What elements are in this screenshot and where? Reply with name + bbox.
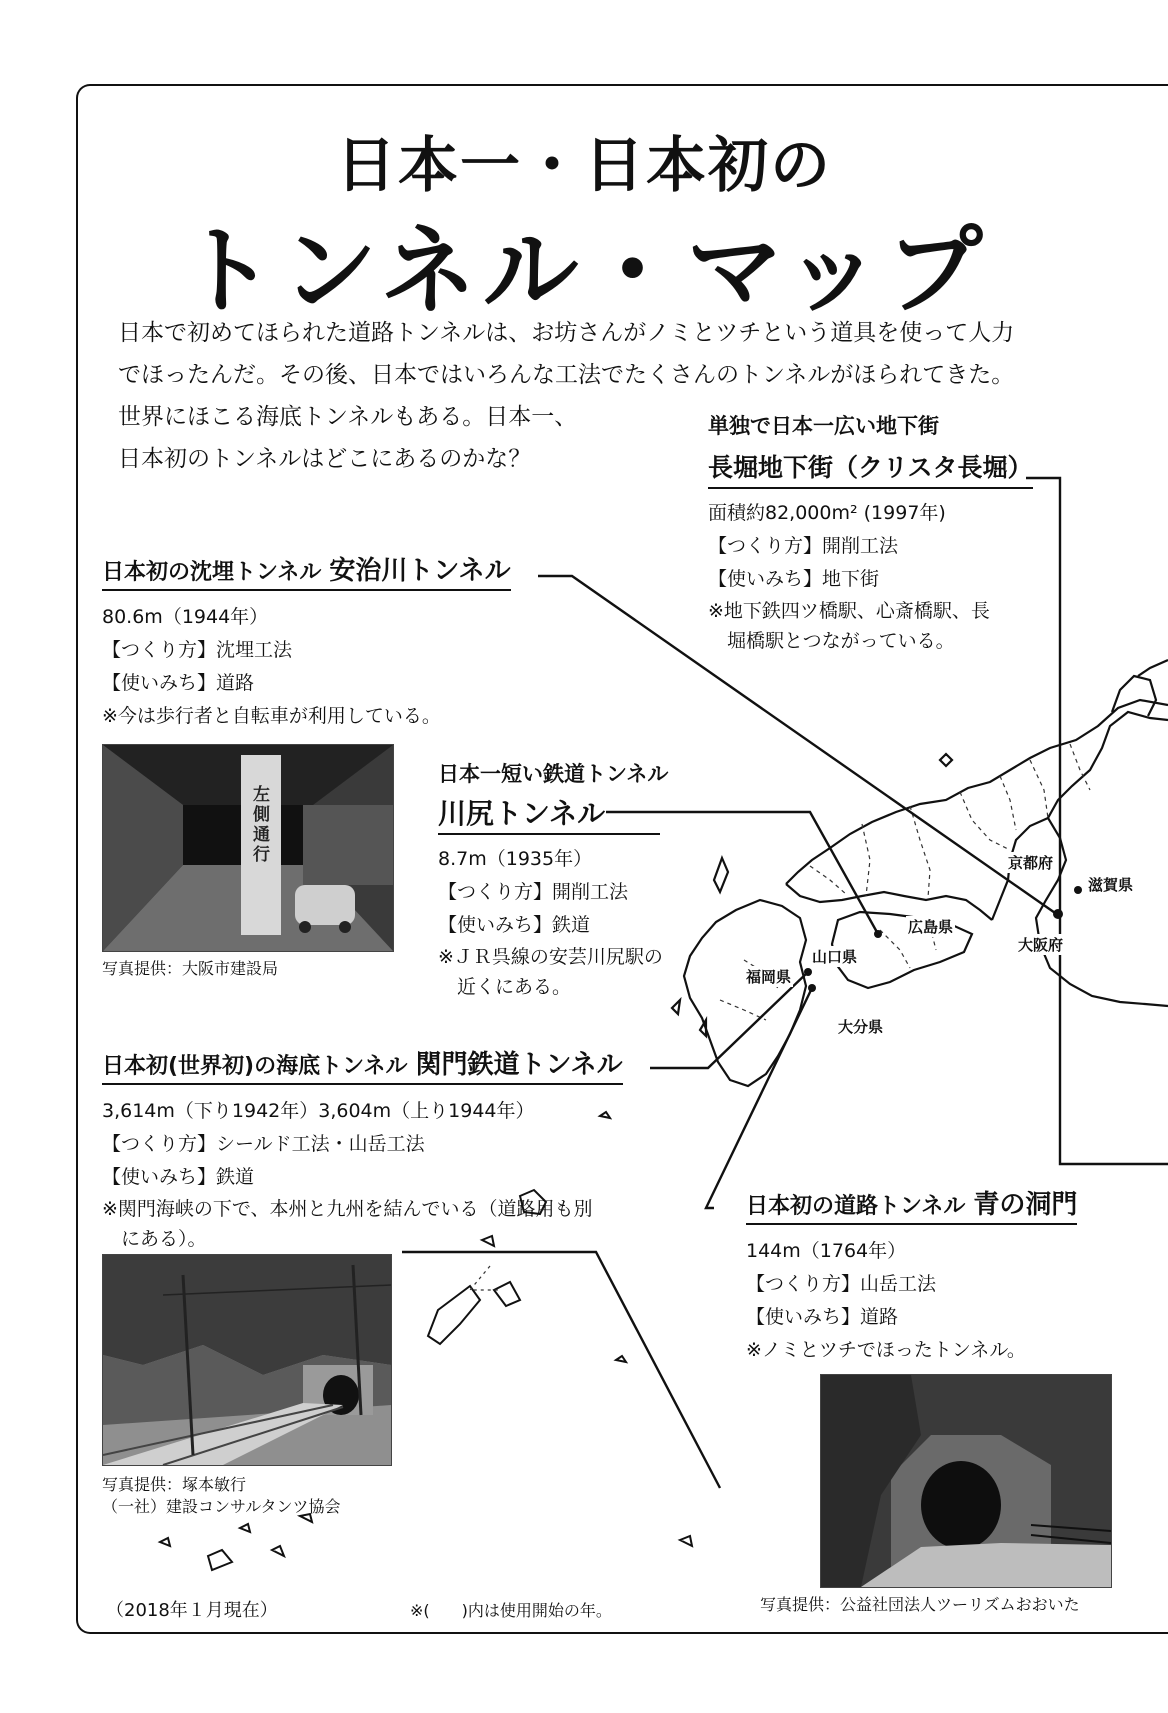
kawajiri-subtitle: 日本一短い鉄道トンネル: [438, 762, 669, 786]
label-yamaguchi: 山口県: [812, 948, 858, 966]
kanmon-note: ※関門海峡の下で、本州と九州を結んでいる（道路用も別 にある）。: [102, 1198, 593, 1250]
aonodomon-heading: [746, 1190, 1077, 1225]
leader-okinawa: [402, 1252, 720, 1488]
footer-note: ※( )内は使用開始の年。: [410, 1601, 612, 1620]
map-japan-sea-coast: [786, 700, 1168, 884]
kawajiri-method: 【つくり方】開削工法: [438, 881, 629, 903]
kawajiri-spec: 8.7m（1935年）: [438, 848, 593, 870]
label-hiroshima: 広島県: [908, 918, 954, 936]
footer-date: （2018年１月現在）: [106, 1600, 278, 1621]
ajigawa-heading: [102, 556, 511, 591]
aonodomon-heading-text: 日本初の道路トンネル: [746, 1194, 966, 1219]
leader-aonodomon: [706, 988, 812, 1208]
block-kawajiri: [438, 760, 668, 1002]
ajigawa-heading-text: 日本初の沈埋トンネル: [102, 560, 322, 585]
aonodomon-photo-drawing: [821, 1375, 1111, 1587]
osaka-dot: [1053, 909, 1063, 919]
title-line-2: トンネル・マップ: [179, 215, 989, 327]
ajigawa-method: 【つくり方】沈埋工法: [102, 639, 293, 661]
aonodomon-credit: 写真提供：公益社団法人ツーリズムおおいた: [760, 1595, 1080, 1614]
aonodomon-name: 青の洞門: [973, 1190, 1078, 1220]
aonodomon-spec: 144m（1764年）: [746, 1240, 907, 1262]
ajigawa-use: 【使いみち】道路: [102, 672, 255, 694]
ajigawa-photo-drawing: [103, 745, 393, 951]
aonodomon-dot: [808, 984, 816, 992]
kawajiri-use: 【使いみち】鉄道: [438, 914, 591, 936]
block-ajigawa: [102, 556, 511, 733]
kanmon-method: 【つくり方】シールド工法・山岳工法: [102, 1133, 425, 1155]
aonodomon-note: ※ノミとツチでほったトンネル。: [746, 1339, 1026, 1361]
kanmon-photo: [102, 1254, 392, 1466]
map-right-frame: [1060, 915, 1168, 1164]
nagahori-note: ※地下鉄四ツ橋駅、心斎橋駅、長 堀橋駅とつながっている。: [708, 600, 990, 652]
shiga-dot: [1074, 886, 1082, 894]
label-kyoto: 京都府: [1008, 854, 1054, 872]
title-line-1: 日本一・日本初の: [336, 131, 832, 201]
nagahori-name: 長堀地下街（クリスタ長堀）: [708, 450, 1033, 489]
kanmon-name: 関門鉄道トンネル: [415, 1050, 623, 1080]
nagahori-subtitle: 単独で日本一広い地下街: [708, 414, 939, 438]
map-noto: [1112, 676, 1156, 716]
aonodomon-use: 【使いみち】道路: [746, 1306, 899, 1328]
label-shiga: 滋賀県: [1088, 876, 1134, 894]
nagahori-spec: 面積約82,000m² (1997年): [708, 502, 946, 524]
aonodomon-method: 【つくり方】山岳工法: [746, 1273, 937, 1295]
ajigawa-name: 安治川トンネル: [329, 556, 511, 586]
label-osaka: 大阪府: [1018, 936, 1064, 954]
kanmon-spec: 3,614m（下り1942年）3,604m（上り1944年）: [102, 1100, 535, 1122]
kanmon-credit: 写真提供：塚本敏行 （一社）建設コンサルタンツ協会: [102, 1475, 341, 1516]
block-nagahori: [708, 412, 1033, 656]
ajigawa-note: ※今は歩行者と自転車が利用している。: [102, 705, 441, 727]
nagahori-use: 【使いみち】地下街: [708, 568, 880, 590]
map-small-islands: [672, 754, 952, 1036]
kawajiri-dot: [874, 930, 882, 938]
kanmon-use: 【使いみち】鉄道: [102, 1166, 255, 1188]
ajigawa-spec: 80.6m（1944年）: [102, 606, 269, 628]
kanmon-photo-drawing: [103, 1255, 391, 1465]
nagahori-method: 【つくり方】開削工法: [708, 535, 899, 557]
kawajiri-note: ※ＪＲ呉線の安芸川尻駅の 近くにある。: [438, 946, 663, 998]
ajigawa-photo: [102, 744, 394, 952]
ajigawa-sign: 左側通行: [253, 785, 270, 865]
aonodomon-photo: [820, 1374, 1112, 1588]
intro-text: 日本で初めてほられた道路トンネルは、お坊さんがノミとツチという道具を使って人力 でほったんだ。その後、日本ではいろんな工法でたくさんのトンネルがほられてきた。 世界にほこる海底トンネルもある。日本一、 日本初のトンネルはどこにあるのかな？: [118, 320, 1015, 472]
kanmon-dot: [804, 968, 812, 976]
block-kanmon: [102, 1050, 623, 1254]
kanmon-heading-text: 日本初(世界初)の海底トンネル: [102, 1054, 408, 1079]
kanmon-heading: [102, 1050, 623, 1085]
map-honshu-north: [1138, 660, 1168, 676]
ajigawa-credit: 写真提供：大阪市建設局: [102, 959, 279, 978]
label-oita: 大分県: [838, 1018, 884, 1036]
kawajiri-name: 川尻トンネル: [438, 796, 660, 835]
map-honshu-coast: [1036, 712, 1168, 1006]
block-aonodomon: [746, 1190, 1077, 1367]
label-fukuoka: 福岡県: [746, 968, 792, 986]
